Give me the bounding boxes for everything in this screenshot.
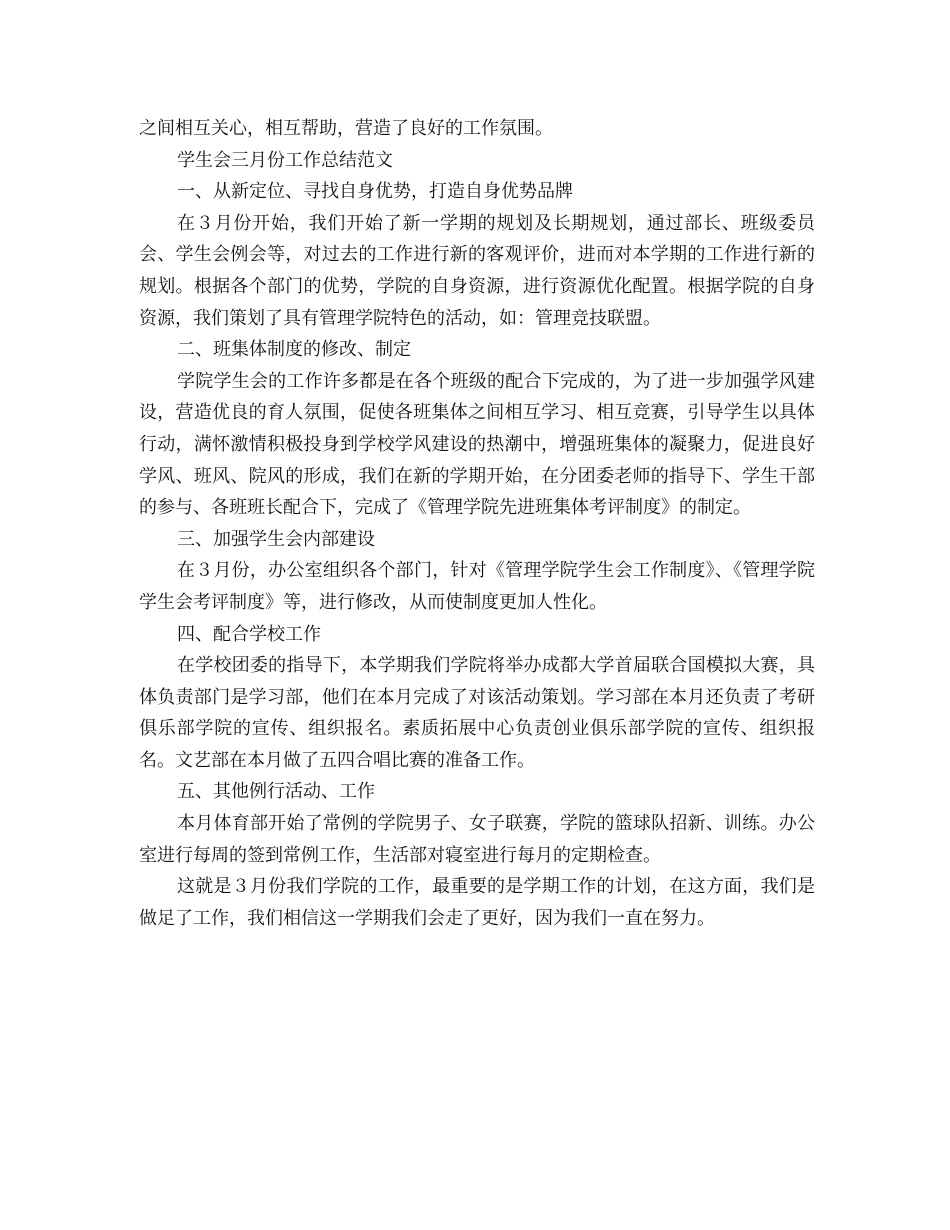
section-body-4: 在学校团委的指导下，本学期我们学院将举办成都大学首届联合国模拟大赛，具体负责部门是学习部，他们在本月完成了对该活动策划。学习部在本月还负责了考研俱乐部学院的宣传、组织报名。素质拓展中心负责创业俱乐部学院的宣传、组织报名。文艺部在本月做了五四合唱比赛的准备工作。 (139, 655, 815, 771)
document-body (139, 113, 815, 934)
section-heading-3: 三、加强学生会内部建设 (177, 528, 375, 550)
document-title: 学生会三月份工作总结范文 (177, 149, 393, 171)
section-heading-1: 一、从新定位、寻找自身优势，打造自身优势品牌 (177, 181, 573, 203)
section-heading-5: 五、其他例行活动、工作 (177, 781, 375, 803)
section-body-2: 学院学生会的工作许多都是在各个班级的配合下完成的，为了进一步加强学风建设，营造优良的育人氛围，促使各班集体之间相互学习、相互竞赛，引导学生以具体行动，满怀激情积极投身到学校学风建设的热潮中，增强班集体的凝聚力，促进良好学风、班风、院风的形成，我们在新的学期开始，在分团委老师的指导下、学生干部的参与、各班班长配合下，完成了《管理学院先进班集体考评制度》的制定。 (139, 370, 815, 519)
closing-paragraph: 这就是３月份我们学院的工作，最重要的是学期工作的计划，在这方面，我们是做足了工作，我们相信这一学期我们会走了更好，因为我们一直在努力。 (139, 876, 815, 929)
section-body-1: 在３月份开始，我们开始了新一学期的规划及长期规划，通过部长、班级委员会、学生会例会等，对过去的工作进行新的客观评价，进而对本学期的工作进行新的规划。根据各个部门的优势，学院的自身资源，进行资源优化配置。根据学院的自身资源，我们策划了具有管理学院特色的活动，如：管理竞技联盟。 (139, 212, 815, 329)
section-heading-4: 四、配合学校工作 (177, 623, 321, 645)
section-heading-2: 二、班集体制度的修改、制定 (177, 339, 411, 361)
section-body-5: 本月体育部开始了常例的学院男子、女子联赛，学院的篮球队招新、训练。办公室进行每周的签到常例工作，生活部对寝室进行每月的定期检查。 (139, 813, 815, 866)
section-body-3: 在３月份，办公室组织各个部门，针对《管理学院学生会工作制度》、《管理学院学生会考评制度》等，进行修改，从而使制度更加人性化。 (139, 560, 815, 613)
paragraph-continuation: 之间相互关心，相互帮助，营造了良好的工作氛围。 (139, 118, 553, 139)
